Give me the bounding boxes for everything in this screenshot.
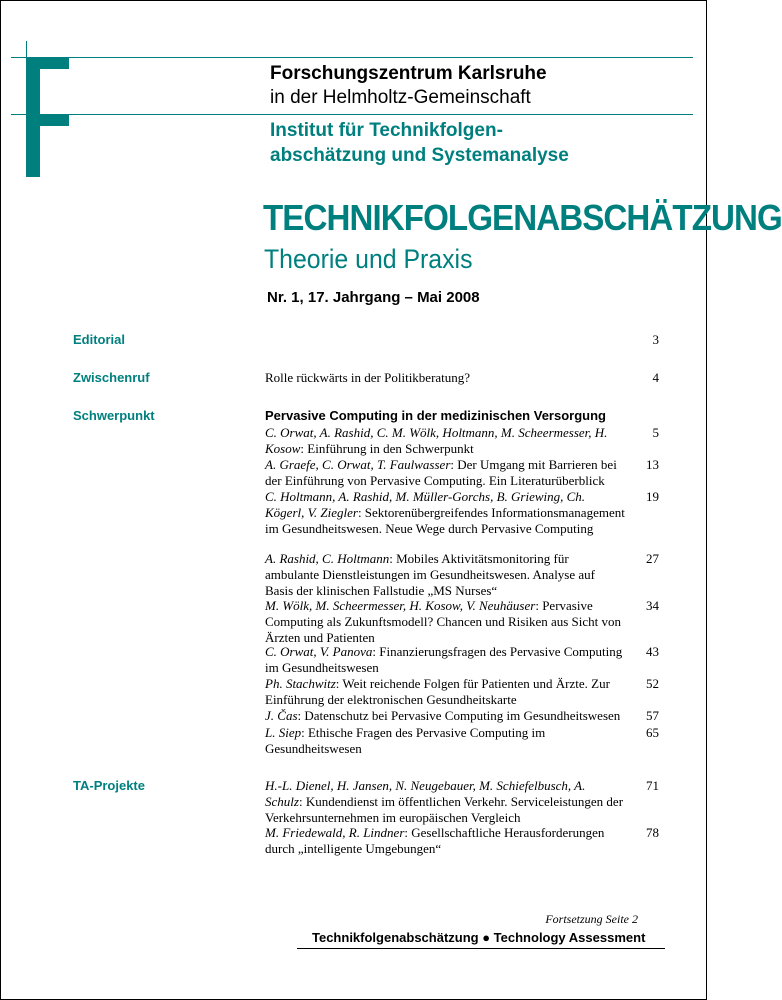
toc-entry bbox=[265, 708, 625, 724]
page-number: 43 bbox=[646, 644, 659, 659]
page-number: 13 bbox=[646, 457, 659, 472]
logo-bar-bottom bbox=[26, 114, 69, 126]
toc-entry bbox=[265, 457, 625, 489]
schwerpunkt-heading: Pervasive Computing in der medizinischen Versorgung bbox=[265, 408, 606, 423]
toc-entry bbox=[265, 676, 625, 708]
continuation-note: Fortsetzung Seite 2 bbox=[545, 912, 638, 926]
toc-entry-title: : Weit reichende Folgen für Patienten und Ärzte. Zur Einführung der elektronischen Gesundheitskarte bbox=[265, 676, 610, 707]
toc-entry bbox=[265, 825, 625, 857]
page-number: 5 bbox=[652, 425, 659, 440]
toc-entry bbox=[265, 551, 625, 599]
toc-entry bbox=[265, 644, 625, 676]
toc-entry-authors: C. Holtmann, A. Rashid, M. Müller-Gorchs, B. Griewing, Ch. Kögerl, V. Ziegler bbox=[265, 489, 586, 520]
page-number: 78 bbox=[646, 825, 659, 840]
toc-entry-authors: J. Čas bbox=[265, 708, 298, 723]
page-number: 19 bbox=[646, 489, 659, 504]
toc-entry-authors: A. Graefe, C. Orwat, T. Faulwasser bbox=[265, 457, 451, 472]
toc-entry bbox=[265, 425, 625, 457]
section-ta-projekte: TA-Projekte bbox=[73, 778, 145, 793]
toc-entry bbox=[265, 778, 625, 826]
institute-name-line1: Institut für Technikfolgen- bbox=[270, 120, 503, 141]
toc-entry-title: : Der Umgang mit Barrieren bei der Einführung von Pervasive Computing. Ein Literaturüberblick bbox=[265, 457, 617, 488]
institute-name-line2: abschätzung und Systemanalyse bbox=[270, 145, 569, 166]
toc-entry-authors: H.-L. Dienel, H. Jansen, N. Neugebauer, M. Schiefelbusch, A. Schulz bbox=[265, 778, 586, 809]
toc-entry bbox=[265, 489, 625, 537]
toc-entry-title: : Mobiles Aktivitätsmonitoring für ambulante Dienstleistungen im Gesundheitswesen. Analyse auf Basis der klinischen Fallstudie „MS Nurses“ bbox=[265, 551, 595, 598]
toc-entry bbox=[265, 598, 625, 646]
page-number: 65 bbox=[646, 725, 659, 740]
toc-entry-title: : Finanzierungsfragen des Pervasive Computing im Gesundheitswesen bbox=[265, 644, 623, 675]
header-rule-middle bbox=[11, 114, 693, 115]
issue-number: Nr. 1, 17. Jahrgang – Mai 2008 bbox=[267, 289, 480, 306]
footer-tagline: Technikfolgenabschätzung ● Technology Assessment bbox=[312, 930, 646, 945]
page-number: 52 bbox=[646, 676, 659, 691]
toc-entry-title: : Einführung in den Schwerpunkt bbox=[300, 441, 474, 456]
org-name: Forschungszentrum Karlsruhe bbox=[270, 63, 547, 84]
page-number: 3 bbox=[652, 332, 659, 347]
toc-entry-authors: C. Orwat, V. Panova bbox=[265, 644, 373, 659]
toc-entry-title: : Kundendienst im öffentlichen Verkehr. Serviceleistungen der Verkehrsunternehmen im europäischen Vergleich bbox=[265, 794, 624, 825]
journal-title: TECHNIKFOLGENABSCHÄTZUNG bbox=[263, 197, 782, 238]
toc-entry-authors: Ph. Stachwitz bbox=[265, 676, 336, 691]
section-zwischenruf: Zwischenruf bbox=[73, 370, 150, 385]
page-number: 57 bbox=[646, 708, 659, 723]
section-editorial: Editorial bbox=[73, 332, 126, 347]
toc-entry-title: : Ethische Fragen des Pervasive Computing im Gesundheitswesen bbox=[265, 725, 546, 756]
toc-entry-title: : Datenschutz bei Pervasive Computing im Gesundheitswesen bbox=[297, 708, 621, 723]
toc-entry-authors: C. Orwat, A. Rashid, C. M. Wölk, Holtmann, M. Scheermesser, H. Kosow bbox=[265, 425, 608, 456]
page-number: 4 bbox=[652, 370, 659, 385]
toc-entry-title: : Pervasive Computing als Zukunftsmodell? Chancen und Risiken aus Sicht von Ärzten und Patienten bbox=[265, 598, 622, 645]
toc-entry-title: Rolle rückwärts in der Politikberatung? bbox=[265, 370, 471, 385]
toc-entry-title: : Sektorenübergreifendes Informationsmanagement im Gesundheitswesen. Neue Wege durch Pervasive Computing bbox=[265, 505, 625, 536]
page-number: 71 bbox=[646, 778, 659, 793]
toc-entry-authors: L. Siep bbox=[265, 725, 302, 740]
page-number: 34 bbox=[646, 598, 659, 613]
page-number: 27 bbox=[646, 551, 659, 566]
org-affiliation: in der Helmholtz-Gemeinschaft bbox=[270, 87, 531, 108]
section-schwerpunkt: Schwerpunkt bbox=[73, 408, 155, 423]
toc-entry-authors: M. Wölk, M. Scheermesser, H. Kosow, V. Neuhäuser bbox=[265, 598, 536, 613]
footer-rule bbox=[297, 948, 665, 949]
logo-bar-top bbox=[26, 57, 69, 69]
toc-entry-authors: M. Friedewald, R. Lindner bbox=[265, 825, 405, 840]
toc-entry-title: : Gesellschaftliche Herausforderungen durch „intelligente Umgebungen“ bbox=[265, 825, 605, 856]
journal-subtitle: Theorie und Praxis bbox=[264, 244, 473, 274]
toc-entry bbox=[265, 725, 625, 757]
toc-entry-authors: A. Rashid, C. Holtmann bbox=[265, 551, 390, 566]
header-rule-top bbox=[11, 57, 693, 58]
